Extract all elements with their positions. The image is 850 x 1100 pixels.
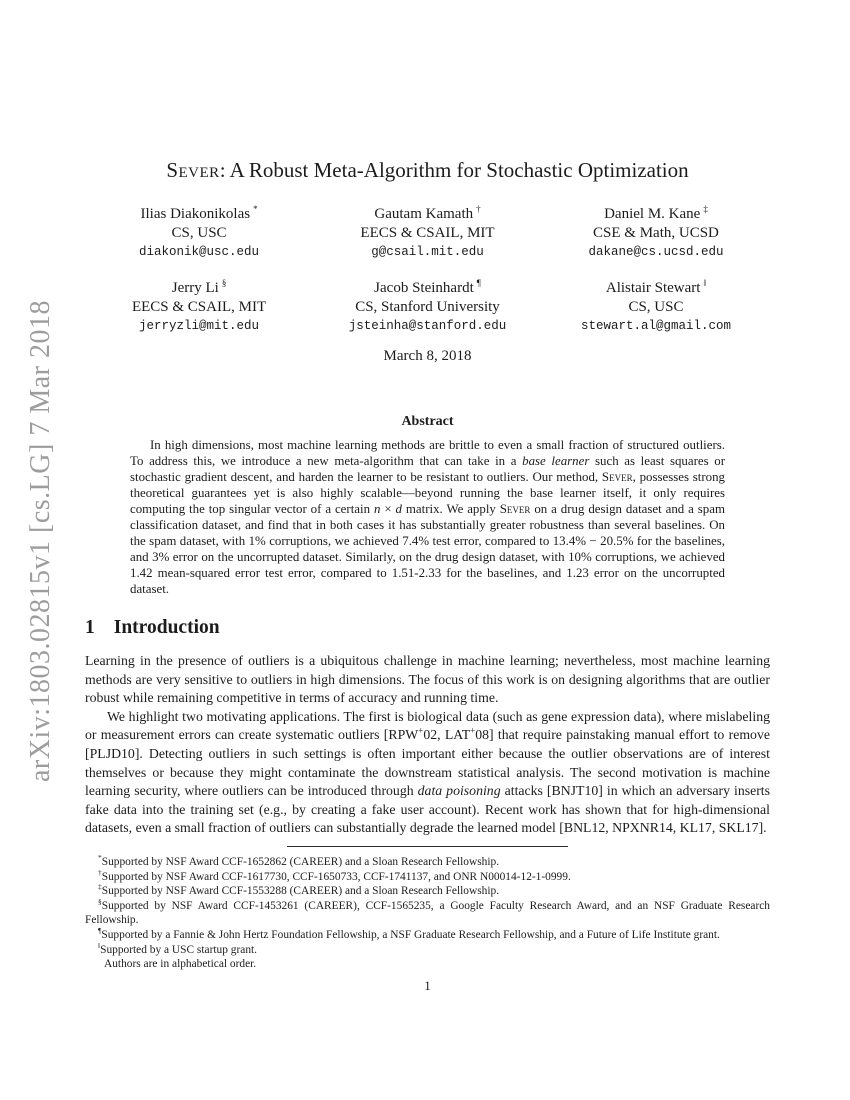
author-affiliation: CS, Stanford University [355, 299, 500, 315]
footnotes [85, 855, 770, 972]
author-block [85, 274, 313, 336]
author-email: g@csail.mit.edu [371, 245, 484, 259]
author-block [85, 200, 313, 262]
section-title: Introduction [113, 617, 220, 638]
author-affiliation: EECS & CSAIL, MIT [131, 299, 267, 315]
author-name: Gautam Kamath † [374, 204, 481, 222]
footnote-mark: * [98, 853, 102, 863]
author-affiliation: EECS & CSAIL, MIT [360, 225, 495, 241]
footnote-text: Supported by NSF Award CCF-1453261 (CAREER), CCF-1565235, a Google Faculty Research Award, and an NSF Graduate Research Fellowship. [85, 899, 770, 927]
section-number: 1 [85, 617, 95, 638]
footnote-mark: ¶ [98, 926, 102, 936]
page-number: 1 [424, 978, 431, 993]
section-heading [85, 616, 770, 640]
footnote-mark: * [253, 204, 258, 214]
abstract-body: In high dimensions, most machine learning methods are brittle to even a small fraction of structured outliers. To address this, we introduce a new meta-algorithm that can take in a base learner such as least squares or stochastic gradient descent, and harden the learner to be resistant to outliers. Our method, Sever, possesses strong theoretical guarantees yet is also highly scalable—beyond running the base learner itself, it only requires computing the top singular vector of a certain n × d matrix. We apply Sever on a drug design dataset and a spam classification dataset, and find that in both cases it has substantially greater robustness than several baselines. On the spam dataset, with 1% corruptions, we achieved 7.4% test error, compared to 13.4% − 20.5% for the baselines, and 3% error on the uncorrupted dataset. Similarly, on the drug design dataset, with 10% corruptions, we achieved 1.42 mean-squared error test error, compared to 1.51-2.33 for the baselines, and 1.23 error on the uncorrupted dataset. [130, 438, 725, 596]
footnote-text: Supported by a Fannie & John Hertz Foundation Fellowship, a NSF Graduate Research Fellowship, and a Future of Life Institute grant. [101, 928, 720, 941]
author-affiliation: CSE & Math, UCSD [593, 225, 719, 241]
footnote [85, 928, 770, 943]
footnote-mark: ¶ [476, 278, 481, 288]
author-email: diakonik@usc.edu [139, 245, 260, 259]
footnote-text: Supported by NSF Award CCF-1652862 (CAREER) and a Sloan Research Fellowship. [101, 855, 500, 868]
author-block [313, 200, 541, 262]
footnote-mark: ‖ [703, 278, 706, 288]
intro-paragraph-1: Learning in the presence of outliers is a ubiquitous challenge in machine learning; nevertheless, most machine learning methods are very sensitive to outliers in high dimensions. The focus of this work is on designing algorithms that are outlier robust while remaining competitive in terms of accuracy and running time. [85, 653, 770, 706]
author-block [313, 274, 541, 336]
arxiv-banner: arXiv:1803.02815v1 [cs.LG] 7 Mar 2018 [25, 300, 56, 782]
author-affiliation: CS, USC [628, 299, 684, 315]
author-block [542, 200, 770, 262]
footnote-mark: † [476, 204, 481, 214]
footnote [85, 957, 770, 972]
author-name: Ilias Diakonikolas * [140, 204, 258, 222]
author-email: jsteinha@stanford.edu [348, 319, 507, 333]
footnote-text: Supported by NSF Award CCF-1617730, CCF-1650733, CCF-1741137, and ONR N00014-12-1-0999. [101, 870, 571, 883]
author-email: dakane@cs.ucsd.edu [588, 245, 724, 259]
author-name: Jerry Li § [171, 278, 227, 296]
authors-row-2 [85, 274, 770, 336]
abstract-heading: Abstract [401, 414, 454, 429]
footnote-mark: ‡ [703, 204, 708, 214]
intro-paragraph-2: We highlight two motivating applications. The first is biological data (such as gene expression data), where mislabeling or measurement errors can create systematic outliers [RPW+02, LAT+08] that require painstaking manual effort to remove [PLJD10]. Detecting outliers in such settings is often important either because the outlier observations are of interest themselves or because they might contaminate the downstream statistical analysis. The second motivation is machine learning security, where outliers can be introduced through data poisoning attacks [BNJT10] in which an adversary inserts fake data into the training set (e.g., by creating a fake user account). Recent work has shown that for high-dimensional datasets, even a small fraction of outliers can substantially degrade the learned model [BNL12, NPXNR14, KL17, SKL17]. [85, 708, 771, 836]
footnote-text: Supported by a USC startup grant. [100, 943, 258, 956]
author-email: stewart.al@gmail.com [580, 319, 731, 333]
footnote-rule [287, 846, 568, 847]
author-name: Daniel M. Kane ‡ [604, 204, 708, 222]
footnote-mark: † [98, 867, 102, 877]
footnote [85, 940, 770, 958]
footnote-text: Authors are in alphabetical order. [104, 958, 257, 971]
paper-title: Sever: A Robust Meta-Algorithm for Stochastic Optimization [166, 158, 689, 182]
footnote-mark: § [221, 278, 227, 288]
footnote-mark: ‡ [98, 882, 102, 892]
author-name: Alistair Stewart ‖ [605, 278, 706, 296]
author-email: jerryzli@mit.edu [139, 319, 260, 333]
footnote-mark: ‖ [98, 940, 101, 950]
footnote-mark: § [98, 896, 102, 906]
author-affiliation: CS, USC [171, 225, 227, 241]
footnote [85, 884, 770, 899]
footnote [85, 896, 770, 928]
author-name: Jacob Steinhardt ¶ [374, 278, 481, 296]
paper-page [85, 0, 770, 972]
authors-row-1 [85, 200, 770, 262]
footnote [85, 867, 770, 885]
paper-date: March 8, 2018 [383, 348, 472, 364]
footnote [85, 855, 770, 870]
footnote-text: Supported by NSF Award CCF-1553288 (CAREER) and a Sloan Research Fellowship. [101, 885, 500, 898]
author-block [542, 274, 770, 336]
